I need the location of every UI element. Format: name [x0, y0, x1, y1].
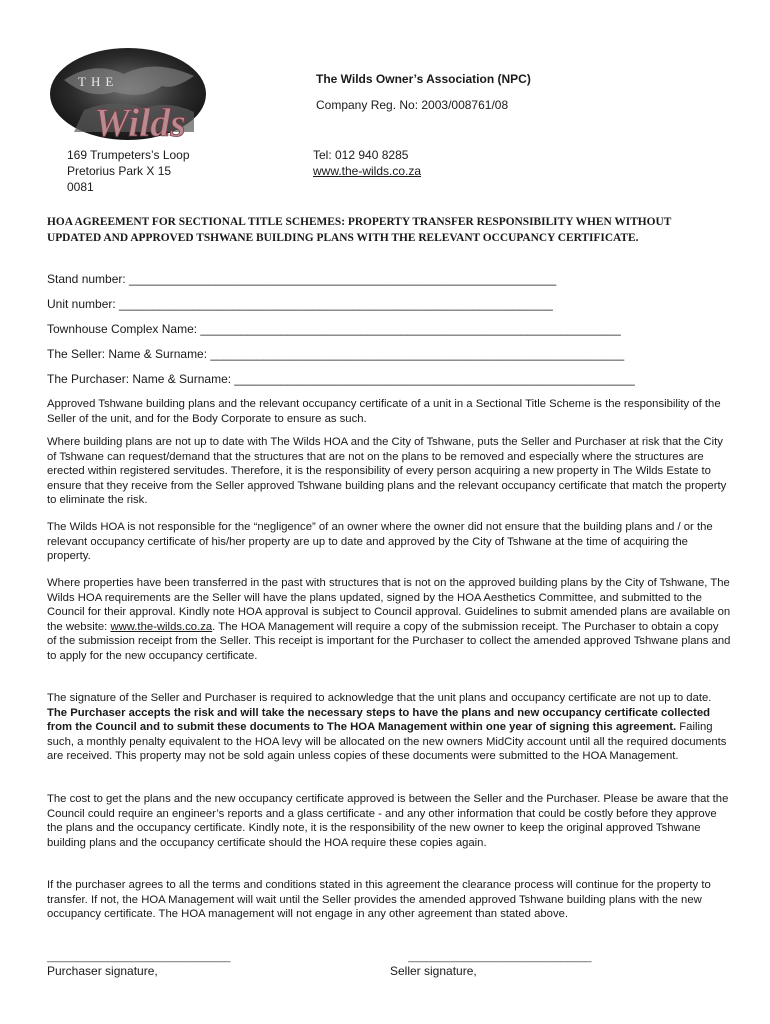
paragraph-5-part-a: The signature of the Seller and Purchaser is required to acknowledge that the unit plans and occupancy certificate are not up to date. — [47, 692, 712, 704]
paragraph-1-text: Approved Tshwane building plans and the relevant occupancy certificate of a unit in a Sectional Title Scheme is the responsibility of the Seller of the unit, and for the Body Corporate to ensure as such. — [47, 398, 721, 425]
paragraph-6-text: The cost to get the plans and the new occupancy certificate approved is between the Seller and the Purchaser. Please be aware that the Council could require an engineer’s reports and a glass certificate - and any other information that could be costly before they approve the plans and the occupancy certificate. Kindly note, it is the responsibility of the new owner to keep the original approved Tshwane building plans and the occupancy certificate should the HOA require these copies again. — [47, 793, 729, 849]
paragraph-6 — [47, 792, 731, 850]
paragraph-5 — [47, 691, 731, 764]
paragraph-4-part-b: . The HOA Management will require a copy of the submission receipt. The Purchaser to obtain a copy of the submission receipt from the Seller. This receipt is important for the Purchaser to collect the amended approved Tshwane plans and to apply for the new occupancy certificate. — [47, 620, 731, 662]
telephone: Tel: 012 940 8285 — [313, 148, 409, 162]
paragraph-5-text — [47, 691, 731, 764]
paragraph-7-text: If the purchaser agrees to all the terms and conditions stated in this agreement the clearance process will continue for the property to transfer. If not, the HOA Management will wait until the Seller provides the amended approved Tshwane building plans with the new occupancy certificate. The HOA management will not engage in any other agreement than stated above. — [47, 879, 711, 920]
paragraph-4 — [47, 576, 731, 663]
paragraph-4-text — [47, 576, 731, 663]
paragraph-4-part-a: Where properties have been transferred in the past with structures that is not on the approved building plans by the City of Tshwane, The Wilds HOA requirements are the Seller will have the plans updated, signed by the HOA Aesthetics Committee, and submitted to the Council for their approval. Kindly note HOA approval is subject to Council approval. Guidelines to submit amended plans are available on the website: — [47, 577, 731, 633]
paragraph-5-part-b: Failing such, a monthly penalty equivalent to the HOA levy will be allocated on the new owners MidCity account until all the required documents are received. This property may not be sold again unless copies of these documents were submitted to the HOA Management. — [47, 721, 727, 762]
website-link[interactable]: www.the-wilds.co.za — [313, 164, 422, 178]
guidelines-website-link[interactable]: www.the-wilds.co.za — [110, 620, 213, 633]
unit-number-field[interactable]: Unit number: _________________________________________________________________ — [47, 297, 553, 311]
stand-number-field[interactable]: Stand number: ________________________________________________________________ — [47, 272, 557, 286]
seller-signature-label: Seller signature, — [390, 964, 477, 978]
paragraph-1 — [47, 397, 731, 426]
logo-text-wilds: Wilds — [94, 100, 186, 142]
org-name: The Wilds Owner’s Association (NPC) — [316, 72, 531, 86]
seller-signature-line[interactable]: ______________________________ — [408, 951, 592, 963]
paragraph-2-text: Where building plans are not up to date with The Wilds HOA and the City of Tshwane, puts the Seller and Purchaser at risk that the City of Tshwane can request/demand that the structures that are not on the plans to be removed and especially where the structures are erected within registered servitudes. Therefore, it is the responsibility of every person acquiring a new property in The Wilds Estate to ensure that they receive from the Seller approved Tshwane building plans and the relevant occupancy certificate that match the property to eliminate the risk. — [47, 436, 727, 506]
paragraph-5-bold: The Purchaser accepts the risk and will take the necessary steps to have the plans and new occupancy certificate collected from the Council and to submit these documents to The HOA Management within one year of signing this agreement. — [47, 706, 711, 733]
address-line-3: 0081 — [67, 180, 94, 194]
seller-name-field[interactable]: The Seller: Name & Surname: ______________________________________________________________ — [47, 347, 625, 361]
address-line-1: 169 Trumpeters’s Loop — [67, 148, 190, 162]
address-line-2: Pretorius Park X 15 — [67, 164, 172, 178]
paragraph-2 — [47, 435, 731, 508]
paragraph-3 — [47, 520, 731, 564]
paragraph-7 — [47, 878, 731, 922]
logo-text-the: THE — [78, 74, 119, 89]
wilds-logo — [44, 40, 214, 142]
paragraph-3-text: The Wilds HOA is not responsible for the “negligence” of an owner where the owner did not ensure that the building plans and / or the relevant occupancy certificate of his/her property are up to date and approved by the City of Tshwane at the time of acquiring the property. — [47, 521, 713, 562]
agreement-title: HOA AGREEMENT FOR SECTIONAL TITLE SCHEMES: PROPERTY TRANSFER RESPONSIBILITY WHEN WITHOUT UPDATED AND APPROVED TSHWANE BUILDING PLANS WITH THE RELEVANT OCCUPANCY CERTIFICATE. — [47, 216, 672, 244]
wilds-logo-graphic — [44, 40, 214, 142]
purchaser-name-field[interactable]: The Purchaser: Name & Surname: ____________________________________________________________ — [47, 372, 635, 386]
company-reg: Company Reg. No: 2003/008761/08 — [316, 98, 509, 112]
complex-name-field[interactable]: Townhouse Complex Name: _______________________________________________________________ — [47, 322, 621, 336]
purchaser-signature-label: Purchaser signature, — [47, 964, 158, 978]
purchaser-signature-line[interactable]: ______________________________ — [47, 951, 231, 963]
